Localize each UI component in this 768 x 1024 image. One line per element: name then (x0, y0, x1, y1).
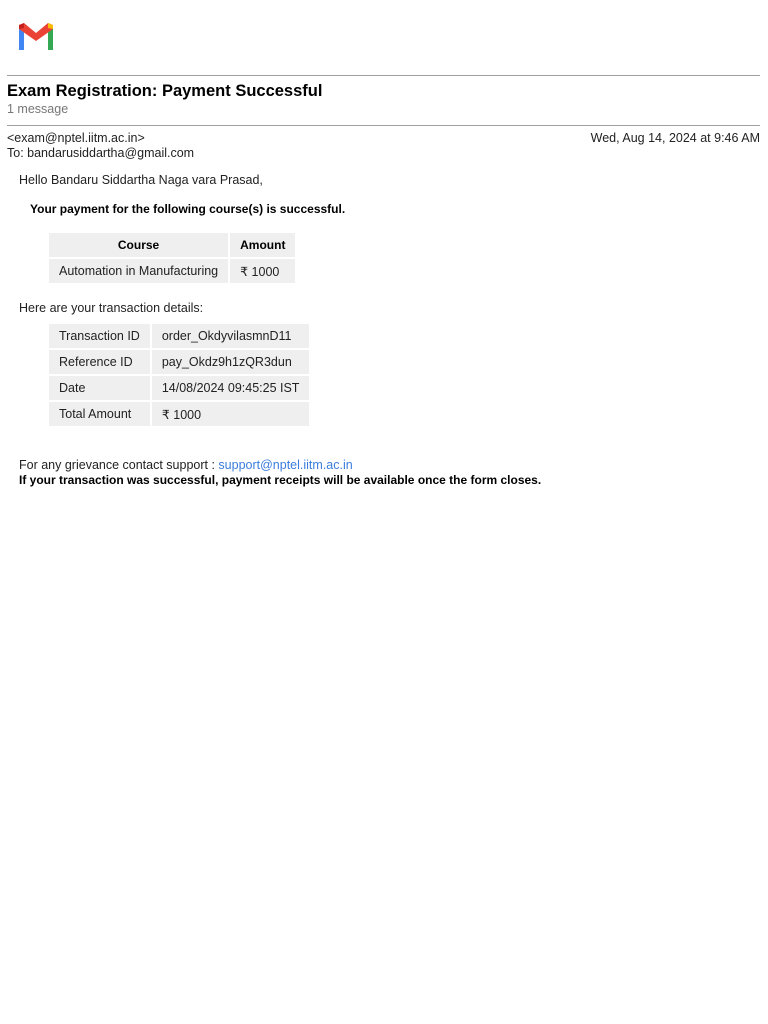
email-subject: Exam Registration: Payment Successful (7, 82, 323, 100)
row-label: Reference ID (49, 350, 150, 374)
sender-address: <exam@nptel.iitm.ac.in> (7, 131, 145, 145)
course-name-cell: Automation in Manufacturing (49, 259, 228, 283)
course-table (47, 231, 297, 285)
row-value: ₹ 1000 (152, 402, 310, 426)
course-amount-cell: ₹ 1000 (230, 259, 295, 283)
row-value: pay_Okdz9h1zQR3dun (152, 350, 310, 374)
row-label: Transaction ID (49, 324, 150, 348)
table-row (49, 350, 309, 374)
transaction-table (47, 322, 311, 428)
table-header: Amount (230, 233, 295, 257)
table-row (49, 402, 309, 426)
subject-divider (7, 125, 760, 126)
grievance-text: For any grievance contact support : (19, 458, 219, 472)
email-date: Wed, Aug 14, 2024 at 9:46 AM (590, 131, 760, 145)
recipient-address: To: bandarusiddartha@gmail.com (7, 146, 195, 160)
table-header: Course (49, 233, 228, 257)
grievance-line (19, 458, 353, 472)
greeting: Hello Bandaru Siddartha Naga vara Prasad, (19, 173, 263, 187)
message-count: 1 message (7, 102, 69, 116)
header-divider (7, 75, 760, 76)
table-header-row (49, 233, 295, 257)
row-label: Total Amount (49, 402, 150, 426)
table-row (49, 324, 309, 348)
row-value: order_OkdyvilasmnD11 (152, 324, 310, 348)
payment-success-line: Your payment for the following course(s) is successful. (30, 202, 346, 216)
table-row (49, 259, 295, 283)
transaction-details-intro: Here are your transaction details: (19, 301, 204, 315)
support-email-link[interactable]: support@nptel.iitm.ac.in (218, 458, 353, 472)
table-row (49, 376, 309, 400)
receipt-note: If your transaction was successful, payment receipts will be available once the form closes. (19, 473, 542, 487)
row-value: 14/08/2024 09:45:25 IST (152, 376, 310, 400)
gmail-logo-icon (16, 20, 56, 52)
row-label: Date (49, 376, 150, 400)
